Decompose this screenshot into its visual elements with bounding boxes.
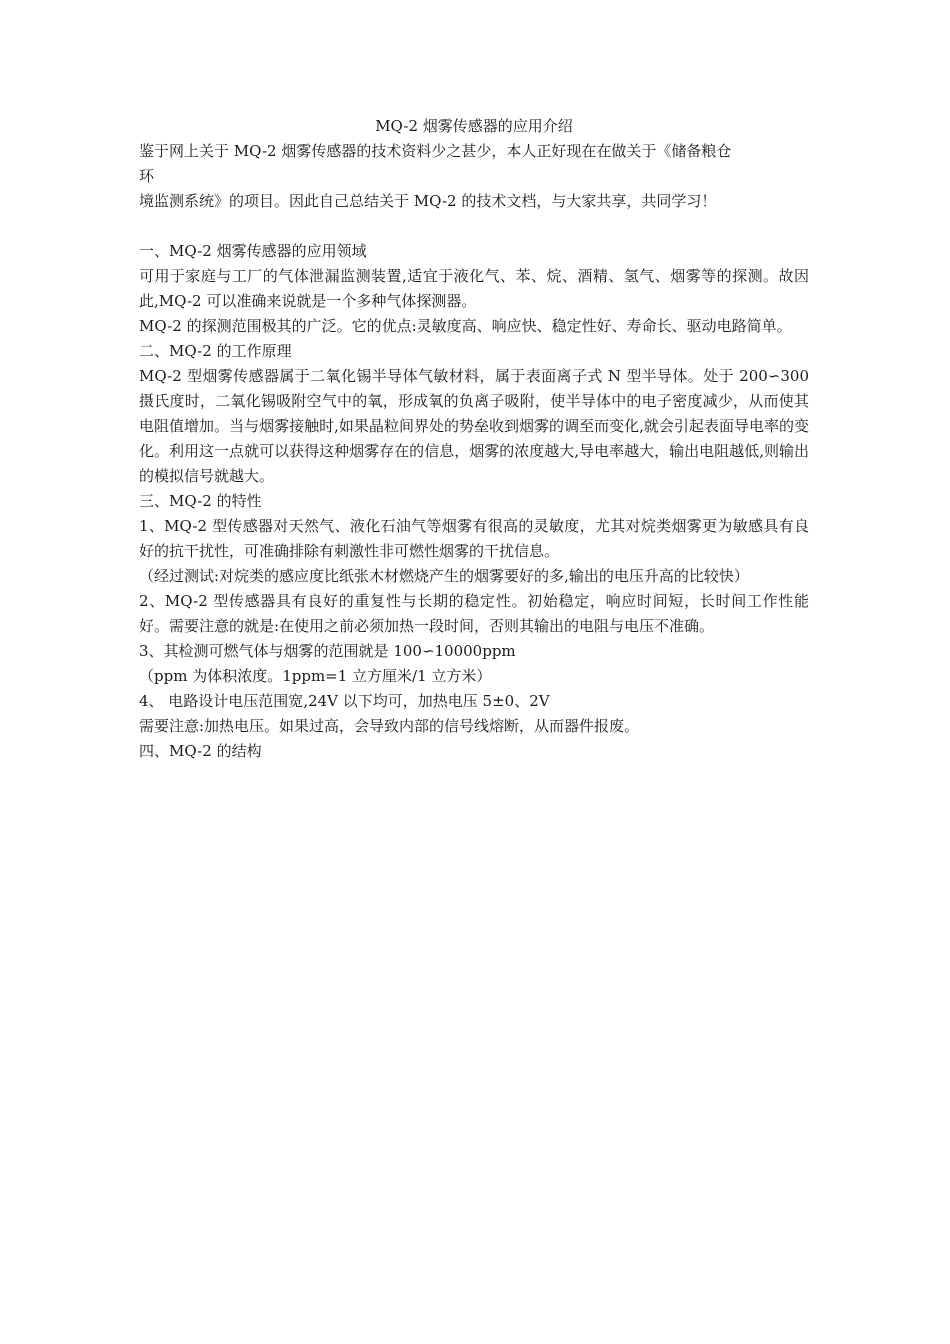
paragraph-characteristics-5: （ppm 为体积浓度。1ppm=1 立方厘米/1 立方米） (139, 667, 492, 685)
paragraph-applications-2: MQ-2 的探测范围极其的广泛。它的优点:灵敏度高、响应快、稳定性好、寿命长、驱动电路简单。 (139, 317, 792, 335)
blank-line (139, 214, 809, 239)
section-heading-principle: 二、MQ-2 的工作原理 (139, 342, 292, 360)
paragraph-applications-1: 可用于家庭与工厂的气体泄漏监测装置,适宜于液化气、苯、烷、酒精、氢气、烟雾等的探测。故因此,MQ-2 可以准确来说就是一个多种气体探测器。 (139, 267, 809, 310)
paragraph-principle-1: MQ-2 型烟雾传感器属于二氧化锡半导体气敏材料，属于表面离子式 N 型半导体。处于 200∽300 摄氏度时，二氧化锡吸附空气中的氧，形成氧的负离子吸附，使半导体中的电子密度减少，从而使其电阻值增加。当与烟雾接触时,如果晶粒间界处的势垒收到烟雾的调至而变化,就会引起表面导电率的变化。利用这一点就可以获得这种烟雾存在的信息，烟雾的浓度越大,导电率越大，输出电阻越低,则输出的模拟信号就越大。 (139, 367, 809, 485)
paragraph-characteristics-6: 4、 电路设计电压范围宽,24V 以下均可，加热电压 5±0、2V (139, 692, 550, 710)
section-heading-characteristics: 三、MQ-2 的特性 (139, 492, 262, 510)
document-page (139, 114, 809, 764)
intro-line-2: 环 (139, 167, 155, 185)
intro-line-3: 境监测系统》的项目。因此自己总结关于 MQ-2 的技术文档，与大家共享，共同学习！ (139, 192, 717, 210)
paragraph-characteristics-4: 3、其检测可燃气体与烟雾的范围就是 100∽10000ppm (139, 642, 516, 660)
paragraph-characteristics-1: 1、MQ-2 型传感器对天然气、液化石油气等烟雾有很高的灵敏度，尤其对烷类烟雾更为敏感具有良好的抗干扰性，可准确排除有刺激性非可燃性烟雾的干扰信息。 (139, 517, 809, 560)
paragraph-characteristics-7: 需要注意:加热电压。如果过高，会导致内部的信号线熔断，从而器件报废。 (139, 717, 640, 735)
paragraph-characteristics-2: （经过测试:对烷类的感应度比纸张木材燃烧产生的烟雾要好的多,输出的电压升高的比较快） (139, 567, 749, 585)
intro-line-1: 鉴于网上关于 MQ-2 烟雾传感器的技术资料少之甚少，本人正好现在在做关于《储备粮仓 (139, 142, 732, 160)
paragraph-characteristics-3: 2、MQ-2 型传感器具有良好的重复性与长期的稳定性。初始稳定，响应时间短，长时间工作性能好。需要注意的就是:在使用之前必须加热一段时间，否则其输出的电阻与电压不准确。 (139, 592, 809, 635)
section-heading-applications: 一、MQ-2 烟雾传感器的应用领域 (139, 242, 367, 260)
section-heading-structure: 四、MQ-2 的结构 (139, 742, 262, 760)
document-title: MQ-2 烟雾传感器的应用介绍 (375, 117, 573, 135)
